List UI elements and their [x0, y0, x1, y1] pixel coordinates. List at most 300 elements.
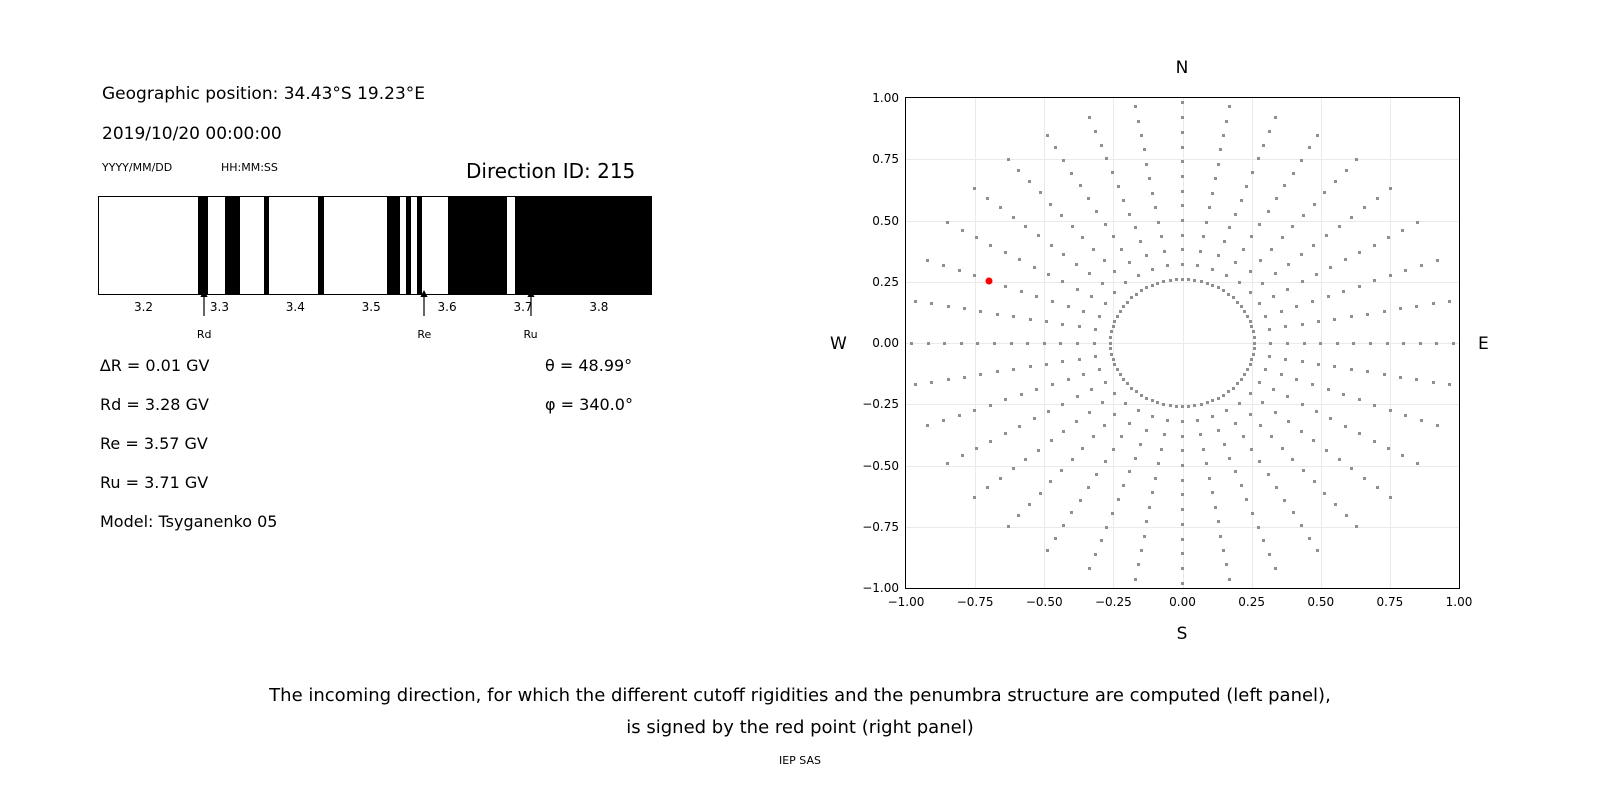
direction-point [1211, 284, 1214, 287]
direction-point [1334, 503, 1337, 506]
direction-point [1088, 116, 1091, 119]
direction-point [1302, 214, 1305, 217]
direction-point [1181, 567, 1184, 570]
direction-point [989, 244, 992, 247]
direction-point [1037, 449, 1040, 452]
direction-point [1350, 467, 1353, 470]
direction-point [1004, 285, 1007, 288]
direction-point [1017, 514, 1020, 517]
direction-point [1214, 506, 1217, 509]
direction-point [1252, 353, 1255, 356]
penumbra-forbidden-band [406, 197, 411, 294]
direction-point [1145, 254, 1148, 257]
direction-point [1232, 296, 1235, 299]
direction-point [1181, 479, 1184, 482]
x-tick-label: 0.75 [1376, 595, 1404, 609]
direction-point [1264, 368, 1267, 371]
direction-point [1419, 342, 1422, 345]
direction-point [1078, 358, 1081, 361]
direction-point [1081, 447, 1084, 450]
direction-point [1236, 301, 1239, 304]
x-tick-label: −0.50 [1025, 595, 1063, 609]
direction-point [1004, 398, 1007, 401]
direction-point [1249, 392, 1252, 395]
direction-point [1301, 323, 1304, 326]
direction-point [1300, 159, 1303, 162]
direction-point [1151, 284, 1154, 287]
direction-point [1286, 395, 1289, 398]
direction-point [1355, 158, 1358, 161]
direction-point [1062, 253, 1065, 256]
direction-point [943, 342, 946, 345]
x-tick-label: 0.25 [1238, 595, 1265, 609]
model-value: Model: Tsyganenko 05 [100, 512, 278, 531]
phi-value: φ = 340.0° [545, 395, 633, 414]
direction-point [1199, 433, 1202, 436]
direction-point [1208, 206, 1211, 209]
penumbra-x-axis [98, 296, 652, 320]
direction-point [1181, 435, 1184, 438]
marker-arrow-rd-icon [198, 290, 210, 316]
y-tick-label: 0.00 [872, 336, 899, 350]
direction-point [1352, 342, 1355, 345]
direction-point [926, 424, 929, 427]
direction-point [1358, 251, 1361, 254]
direction-point [1238, 281, 1241, 284]
direction-point [1295, 305, 1298, 308]
direction-point [1098, 368, 1101, 371]
direction-point [1259, 259, 1262, 262]
direction-point [1373, 404, 1376, 407]
direction-point [1200, 403, 1203, 406]
direction-point [1350, 315, 1353, 318]
direction-point [1257, 526, 1260, 529]
direction-point [1061, 360, 1064, 363]
direction-point [1112, 325, 1115, 328]
direction-point [989, 440, 992, 443]
direction-point [1126, 301, 1129, 304]
marker-arrow-re-icon [418, 290, 430, 316]
marker-label-re: Re [417, 328, 432, 341]
direction-point [989, 404, 992, 407]
direction-point [1116, 315, 1119, 318]
direction-point [1387, 447, 1390, 450]
direction-point [1079, 499, 1082, 502]
direction-point [1250, 325, 1253, 328]
y-tick-label: 1.00 [872, 91, 899, 105]
direction-point [1090, 295, 1093, 298]
date-format-label: YYYY/MM/DD [102, 161, 173, 174]
south-label: S [1176, 624, 1188, 644]
direction-point [1287, 263, 1290, 266]
direction-point [1139, 240, 1142, 243]
direction-point [996, 370, 999, 373]
direction-point [1200, 280, 1203, 283]
direction-point [1151, 415, 1154, 418]
direction-point [1181, 204, 1184, 207]
direction-point [1100, 539, 1103, 542]
direction-point [1319, 342, 1322, 345]
direction-point [1007, 158, 1010, 161]
direction-point [1092, 248, 1095, 251]
marker-label-rd: Rd [196, 328, 212, 341]
direction-point [1120, 435, 1123, 438]
direction-point [1175, 405, 1178, 408]
penumbra-chart [98, 196, 652, 295]
direction-point [1205, 462, 1208, 465]
direction-point [1151, 268, 1154, 271]
direction-point [1109, 347, 1112, 350]
direction-point [1399, 376, 1402, 379]
direction-point [1286, 288, 1289, 291]
direction-point [1205, 221, 1208, 224]
direction-point [1284, 358, 1287, 361]
direction-point [1137, 274, 1140, 277]
direction-point [1054, 537, 1057, 540]
direction-point [1134, 578, 1137, 581]
direction-point [1291, 458, 1294, 461]
direction-point [942, 264, 945, 267]
direction-point [1047, 273, 1050, 276]
direction-point [1217, 397, 1220, 400]
direction-point [1448, 383, 1451, 386]
direction-point [1267, 473, 1270, 476]
direction-point [1162, 280, 1165, 283]
marker-label-ru: Ru [523, 328, 538, 341]
direction-point [1404, 269, 1407, 272]
direction-point [1024, 458, 1027, 461]
direction-point [1111, 512, 1114, 515]
direction-point [1270, 435, 1273, 438]
direction-point [946, 462, 949, 465]
direction-point [1327, 388, 1330, 391]
direction-point [1363, 477, 1366, 480]
direction-point [1287, 420, 1290, 423]
direction-point [1145, 163, 1148, 166]
penumbra-forbidden-band [264, 197, 269, 294]
direction-point [1284, 325, 1287, 328]
direction-point [1338, 225, 1341, 228]
direction-point [1196, 264, 1199, 267]
direction-point [1327, 295, 1330, 298]
direction-point [1039, 191, 1042, 194]
direction-point [1105, 157, 1108, 160]
direction-point [1134, 457, 1137, 460]
direction-point [1181, 219, 1184, 222]
direction-point [1300, 253, 1303, 256]
direction-point [1116, 368, 1119, 371]
direction-point [1436, 424, 1439, 427]
direction-point [1234, 422, 1237, 425]
direction-point [1258, 223, 1261, 226]
direction-point [942, 419, 945, 422]
direction-point [1143, 148, 1146, 151]
direction-point [1262, 144, 1265, 147]
direction-point [1120, 248, 1123, 251]
direction-point [1051, 300, 1054, 303]
direction-point [1130, 387, 1133, 390]
penumbra-band [98, 196, 652, 295]
direction-point [1122, 199, 1125, 202]
direction-point [1336, 342, 1339, 345]
direction-point [1078, 325, 1081, 328]
direction-point [1329, 417, 1332, 420]
direction-point [1046, 549, 1049, 552]
direction-point [1087, 197, 1090, 200]
direction-point [1026, 342, 1029, 345]
direction-point [1081, 236, 1084, 239]
penumbra-forbidden-band [448, 197, 507, 294]
direction-point [1366, 370, 1369, 373]
direction-point [1292, 172, 1295, 175]
direction-point [1301, 403, 1304, 406]
direction-point [1217, 254, 1220, 257]
direction-point [993, 342, 996, 345]
direction-point [1252, 330, 1255, 333]
direction-point [1111, 171, 1114, 174]
direction-point [1148, 506, 1151, 509]
direction-point [1137, 120, 1140, 123]
direction-point [1024, 225, 1027, 228]
direction-point [1122, 378, 1125, 381]
direction-point [1291, 225, 1294, 228]
direction-point [1088, 411, 1091, 414]
north-label: N [1175, 58, 1189, 78]
direction-point [1100, 144, 1103, 147]
direction-point [910, 342, 913, 345]
direction-point [1202, 448, 1205, 451]
direction-point [1240, 199, 1243, 202]
direction-point [1249, 413, 1252, 416]
direction-point [1062, 159, 1065, 162]
direction-point [1308, 146, 1311, 149]
direction-point [1104, 223, 1107, 226]
direction-point [1067, 378, 1070, 381]
direction-point [1199, 250, 1202, 253]
direction-point [1043, 342, 1046, 345]
direction-point [1181, 449, 1184, 452]
direction-point [1281, 236, 1284, 239]
direction-point [1315, 410, 1318, 413]
direction-point [1432, 381, 1435, 384]
direction-point [1222, 289, 1225, 292]
x-tick-label: 0.00 [1169, 595, 1196, 609]
direction-point [1101, 282, 1104, 285]
direction-point [1124, 402, 1127, 405]
direction-point [1187, 405, 1190, 408]
penumbra-forbidden-band [198, 197, 207, 294]
direction-point [1128, 470, 1131, 473]
direction-point [1373, 279, 1376, 282]
direction-point [1436, 259, 1439, 262]
direction-point [1060, 214, 1063, 217]
direction-point [1415, 305, 1418, 308]
direction-point [1249, 291, 1252, 294]
direction-point [1028, 503, 1031, 506]
direction-point [1286, 342, 1289, 345]
direction-point [1012, 315, 1015, 318]
west-label: W [830, 334, 847, 354]
direction-point [1268, 553, 1271, 556]
direction-point [961, 229, 964, 232]
direction-point [1094, 328, 1097, 331]
direction-point [1062, 430, 1065, 433]
direction-point [1238, 402, 1241, 405]
direction-point [1311, 300, 1314, 303]
direction-point [1059, 342, 1062, 345]
direction-point [1268, 355, 1271, 358]
direction-point [1181, 175, 1184, 178]
y-tick-label: 0.50 [872, 213, 899, 228]
direction-point [1104, 460, 1107, 463]
direction-point [1206, 282, 1209, 285]
direction-point [1113, 413, 1116, 416]
direction-point [1325, 449, 1328, 452]
direction-point [973, 496, 976, 499]
direction-point [1225, 274, 1228, 277]
direction-point [1012, 216, 1015, 219]
direction-point [1202, 235, 1205, 238]
direction-point [1035, 388, 1038, 391]
penumbra-x-tick-label: 3.5 [361, 300, 381, 314]
direction-point [1217, 429, 1220, 432]
direction-point [1050, 244, 1053, 247]
direction-point [1333, 365, 1336, 368]
direction-point [1234, 470, 1237, 473]
direction-point [1067, 305, 1070, 308]
x-tick-label: −1.00 [887, 595, 925, 609]
direction-point [1140, 134, 1143, 137]
direction-point [1225, 120, 1228, 123]
y-tick-label: −0.50 [862, 458, 899, 473]
direction-point [1222, 134, 1225, 137]
direction-point [1181, 552, 1184, 555]
direction-point [914, 383, 917, 386]
direction-point [1012, 368, 1015, 371]
direction-point [1342, 393, 1345, 396]
direction-point [930, 381, 933, 384]
direction-point [1416, 221, 1419, 224]
direction-point [1253, 342, 1256, 345]
direction-point [1242, 435, 1245, 438]
direction-point [1181, 582, 1184, 585]
direction-point [979, 310, 982, 313]
direction-point [1051, 383, 1054, 386]
direction-point [1145, 397, 1148, 400]
direction-point [1095, 210, 1098, 213]
direction-point [1181, 263, 1184, 266]
direction-point [1389, 274, 1392, 277]
x-tick-label: 1.00 [1445, 595, 1473, 609]
direction-point [1145, 286, 1148, 289]
direction-point [1214, 177, 1217, 180]
direction-point [958, 414, 961, 417]
direction-point [1028, 180, 1031, 183]
direction-point [926, 259, 929, 262]
direction-point [1295, 378, 1298, 381]
direction-point [986, 486, 989, 489]
left-panel [0, 0, 760, 640]
direction-point [996, 313, 999, 316]
selected-direction-point[interactable] [985, 277, 992, 284]
direction-point [1035, 295, 1038, 298]
direction-point [1228, 457, 1231, 460]
direction-point [1175, 278, 1178, 281]
direction-point [1275, 486, 1278, 489]
direction-point [1344, 425, 1347, 428]
caption-line-2: is signed by the red point (right panel) [626, 717, 974, 738]
direction-point [1094, 553, 1097, 556]
direction-point [1242, 248, 1245, 251]
direction-point [1151, 399, 1154, 402]
direction-point [1261, 282, 1264, 285]
direction-point [1269, 342, 1272, 345]
penumbra-forbidden-band [417, 197, 422, 294]
direction-point [1128, 261, 1131, 264]
direction-point [1243, 373, 1246, 376]
direction-point [1134, 105, 1137, 108]
direction-point [1283, 499, 1286, 502]
direction-point [1113, 392, 1116, 395]
direction-point [1169, 404, 1172, 407]
direction-point [1196, 419, 1199, 422]
direction-point [1350, 216, 1353, 219]
direction-point [1313, 480, 1316, 483]
direction-point [1251, 512, 1254, 515]
direction-point [1181, 523, 1184, 526]
direction-point [1316, 549, 1319, 552]
direction-point [1316, 134, 1319, 137]
direction-point [1342, 290, 1345, 293]
direction-point [1075, 263, 1078, 266]
direction-point [1061, 280, 1064, 283]
direction-point [1166, 419, 1169, 422]
direction-point [1312, 439, 1315, 442]
direction-point [1313, 203, 1316, 206]
direction-point [1087, 486, 1090, 489]
direction-point [1363, 206, 1366, 209]
direction-point [1232, 387, 1235, 390]
direction-point [1088, 272, 1091, 275]
direction-point [1420, 264, 1423, 267]
direction-point [1157, 462, 1160, 465]
x-tick-label: −0.25 [1094, 595, 1132, 609]
penumbra-x-tick-label: 3.2 [133, 300, 154, 314]
direction-point [1208, 477, 1211, 480]
direction-point [1151, 192, 1154, 195]
direction-point [1181, 131, 1184, 134]
footer-note: IEP SAS [778, 754, 822, 767]
direction-point [1007, 525, 1010, 528]
direction-point [1163, 250, 1166, 253]
direction-point [1317, 363, 1320, 366]
direction-point [1249, 270, 1252, 273]
direction-point [1211, 192, 1214, 195]
direction-point [1300, 430, 1303, 433]
direction-point [1383, 310, 1386, 313]
direction-point [1110, 330, 1113, 333]
direction-point [1082, 310, 1085, 313]
direction-point [946, 221, 949, 224]
direction-point [1329, 266, 1332, 269]
direction-point [1181, 116, 1184, 119]
direction-point [930, 302, 933, 305]
direction-point [1258, 460, 1261, 463]
direction-point [1079, 184, 1082, 187]
direction-point [947, 305, 950, 308]
direction-point [1145, 429, 1148, 432]
direction-point [1223, 443, 1226, 446]
